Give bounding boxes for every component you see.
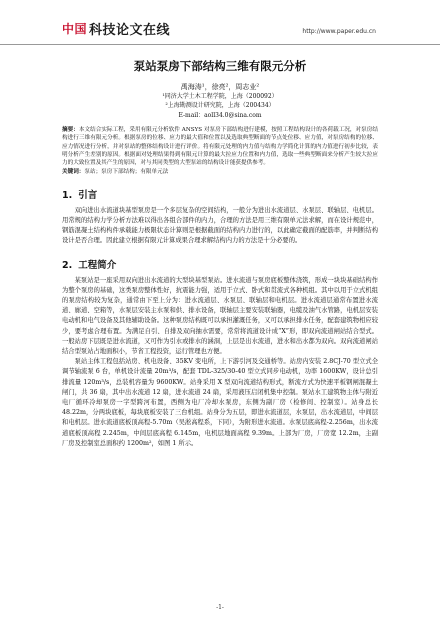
- author-list: 禹海涛¹，徐亮²，周志业²: [180, 83, 260, 91]
- section-2-heading: [62, 257, 378, 271]
- section-2-paragraph-2: 泵站主体工程包括站房、机电设备、35KV 变电所，上下游引河及交通桥等。站房内安装 2.8CJ-70 型立式全调节轴流泵 6 台，单机设计流量 20m³/s，配套 TDL-325/30-40 型立式同步电动机，功率 1600KW，设计总引排流量 120m³/s，总装机容量为 9600KW。站身采用 X 型双向流道结构形式，断流方式为快速平板钢闸混凝土闸门，共 36 扇，其中出水流道 12 扇，进水流道 24 扇，采用液压启闭机集中控制。泵站水工建筑物主体与附近电厂循环冷却泵房一字型跨河布置，西侧为电厂冷却水泵房，东侧为副厂房（检修间、控制室）。站身总长 48.22m，分两块底板，每块底板安装了三台机组。站身分为五层，即进水流道层，水泵层，出水流道层，中间层和电机层。进水流道底板顶高程-5.70m（吴淞高程系，下同），为附形进水流道。水泵层底高程-2.256m，出水流道底板顶高程 2.245m，中间层底高程 6.145m，电机层地面高程 9.39m。上部为厂房，厂房宽 12.2m，主副厂房及控制室总面积约 1200m²，如图 1 所示。: [62, 358, 378, 447]
- site-logo[interactable]: [62, 18, 170, 38]
- keywords: [62, 168, 378, 176]
- section-1-paragraph: 双向进出水流道块基型泵房是一个多层复杂的空间结构，一般分为进出水流道层、水泵层、联轴层、电机层。用常规的结构力学分析方法难以得出各组合部件的内力，合理的方法是用三维有限单元法求解，而在设计规范中，钢筋混凝土结构构件承载能力极限状态计算则是根据截面的结构内力进行的，以此确定截面的配筋率，并判断结构设计是否合理。因此建立根据有限元计算成果合理求解结构内力的方法是十分必要的。: [62, 206, 378, 245]
- logo-prefix: 中国: [62, 21, 88, 36]
- abstract-text: 本文结合实际工程，采用有限元分析软件 ANSYS 对泵房下部结构进行建模，按照工程结构设计的各荷载工况，对泵房结构进行三维有限元分析。根据泵房的位移、应力的最大值和位置以及选取典型断面的节点处位移、应力值，对泵房结构的位移、应力情况进行分析，并对泵站的整体结构设计进行评价。将有限元处理的内力值与结构力学简化计算的内力值进行初步比较，表明分析产生差别的原因。根据面对处理结果得到有限元计算的最大拉应力位置和内力值，选取一些典型断面来分析产生较大拉应力的大致位置及其产生的原因，对与其同类型的大型泵站的结构设计能获提供参考。: [62, 127, 378, 167]
- author-email: E-mail：aoll34.0@sina.com: [178, 112, 262, 119]
- abstract-label: 摘要：: [62, 127, 79, 133]
- affiliation-1: ¹同济大学土木工程学院，上海（200092）: [162, 93, 278, 100]
- section-1-title: 引言: [78, 189, 98, 201]
- keywords-text: 泵站；泵房下部结构；有限单元法: [84, 169, 169, 176]
- paper-body: [62, 52, 378, 449]
- page-header: [0, 0, 440, 45]
- section-2-title: 工程简介: [78, 259, 117, 271]
- section-2-number: 2.: [62, 259, 73, 271]
- section-1-heading: [62, 187, 378, 201]
- section-2-paragraph-1: 某泵站是一座采用双向进出水流道的大型块基型泵站。进水流道与泵房底板整体浇筑，形成一块块基础结构作为整个泵房的基础，这类泵房整体性好，抗震能力强，适用于立式、卧式和贯流式各种机组。其中以用于立式机组的泵房结构较为复杂，通常由下至上分为：进水流道层、水泵层、联轴层和电机层。进水流道层通常布置进水流道、廊道、空箱等，水泵层安装主水泵和供、排水设备，联轴层主要安装联轴器，电缆及油气水管路，电机层安装电动机和电气设备及其他辅助设备。这种泵房结构既可以承担灌溉任务，又可以承担排水任务，配套建筑物相应较少，要考虑合理布置。为满足自引、自排及双向抽水需要，常常将流道设计成“X”形，即双向流道闸站结合型式。一般站房下层既是进水流道，又可作为引水或排水的涵洞，上层是出水流道，进水和出水都为双向。双向流道闸站结合型泵站占地面积小，节省工程投资，运行管理也方便。: [62, 276, 378, 356]
- keywords-label: 关键词：: [62, 169, 85, 176]
- logo-main-text: 科技论文在线: [89, 22, 171, 38]
- page-number: -1-: [216, 604, 224, 611]
- affiliation-2: ²上海勘测设计研究院，上海（200434）: [165, 102, 275, 109]
- section-1-number: 1.: [62, 189, 73, 201]
- paper-title: 泵站泵房下部结构三维有限元分析: [133, 59, 307, 73]
- abstract: [62, 126, 378, 167]
- site-url-link[interactable]: http://www.paper.edu.cn: [302, 28, 376, 35]
